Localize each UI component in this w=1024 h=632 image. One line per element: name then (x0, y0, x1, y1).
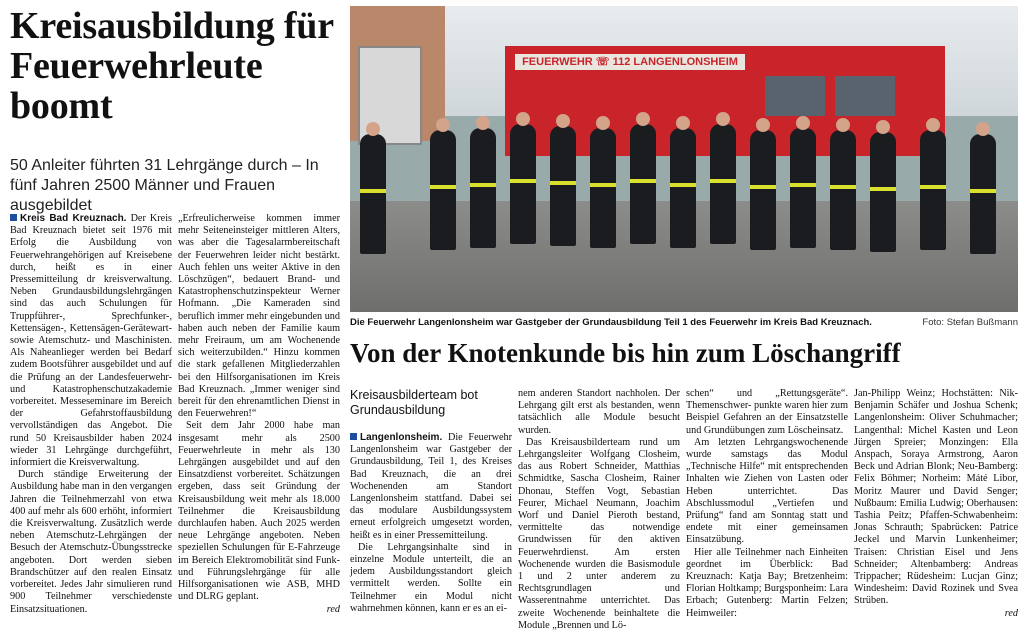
article1-column-1 (10, 213, 172, 618)
article1-paragraph: „Erfreulicherweise kommen immer mehr Seiteneinsteiger mittleren Alters, was aber die Tagesalarmbereitschaft der Feuerwehren leider nicht bestärkt. Auch fehlen uns weiter Aktive in den Löschzügen“, bedauert Brand- und Katastrophenschutzinspekteur Werner Hofmann. „Die Kameraden sind beruflich immer mehr eingebunden und haben auch neben der Familie kaum mehr Freiraum, um am Wochenende sich weiterzubilden.“ Hinzu kommen die stark gefallenen Mitgliederzahlen bei den Hilfsorganisationen im Kreis Bad Kreuznach. „Immer weniger sind bereit für den ehrenamtlichen Dienst in den Feuerwehren!“ (178, 213, 340, 420)
article2-paragraph: Hier alle Teilnehmer nach Einheiten geordnet im Überblick: Bad Kreuznach: Katja Bay; Bretzenheim: Florian Holtkamp; Burgsponheim: Lara Erbach; Gutenberg: Martin Felzen; Heimweiler: (686, 546, 848, 619)
article2-paragraph: schen“ und „Rettungsgeräte“. Themenschwer- punkte waren hier zum Beispiel Gefahren an der Einsatzstelle und Grundübungen zum Löscheinsatz. (686, 388, 848, 436)
article2-paragraph: Die Feuerwehr Langenlonsheim war Gastgeber der Grundausbildung, Teil 1, des Kreises Bad Kreuznach, die an drei Wochenenden am Standort Langenlonsheim stattfand. Dabei sei das modulare Ausbildungssystem erneut erfolgreich umgesetzt worden, heißt es in einer Pressemitteilung. (350, 432, 512, 541)
article2-signature: red (1004, 607, 1018, 619)
article1-signature: red (326, 603, 340, 615)
article2-paragraph: Das Kreisausbilderteam rund um Lehrgangsleiter Wolfgang Closheim, das aus Robert Schneider, Matthias Schmidtke, Sascha Closheim, Rainer Dhonau, Steffen Vogt, Sebastian Feurer, Michael Neumann, Joachim Worf und Daniel Pieroth bestand, vermittelte das notwendige Grundwissen für den aktiven Feuerwehrdienst. Am ersten Wochenende wurden die Basismodule 1 und 2 unter anderem zu Rechtsgrundlagen und Wasserentnahme unterrichtet. Das zweite Wochenende beinhaltete die Module „Brennen und Lö- (518, 436, 680, 631)
article2-column-1 (350, 432, 512, 618)
article1-paragraph: Durch ständige Erweiterung der Ausbildung habe man in den vergangen Jahren die Teilnehmerzahl von etwa 400 auf mehr als 600 erhöht, informiert die Kreisverwaltung. Zusätzlich werde neben Atemschutz-Lehrgängen der Besuch der Atemschutz-Übungsstrecke angeboten. Dort werden sieben Brandschützer auf den realen Einsatz vorbereitet. Jedes Jahr simulieren rund 900 Teilnehmer verschiedenste Einsatzsituationen. (10, 469, 172, 615)
article2-headline: Von der Knotenkunde bis hin zum Löschangriff (350, 338, 901, 368)
article2-paragraph: Am letzten Lehrgangswochenende wurde samstags das Modul „Technische Hilfe“ mit entsprechenden Inhalten wie Ziehen von Lasten oder Heben unterrichtet. Das Abschlussmodul „Vertiefen und Prüfung“ fand am Sonntag statt und endete mit einer gemeinsamen Einsatzübung. (686, 436, 848, 546)
truck-label: FEUERWEHR ☏ 112 LANGENLONSHEIM (515, 54, 745, 70)
photo-credit: Foto: Stefan Bußmann (922, 317, 1018, 328)
article2-paragraph: Jan-Philipp Weinz; Hochstätten: Nik-Benjamin Schäfer und Joshua Schenk; Langenlonsheim: Oliver Schuhmacher; Langenthal: Michel Kasten und Leon Jürgen Spreier; Monzingen: Ella Anspach, Soraya Armstrong, Aaron Beck und Adrian Blonk; Neu-Bamberg: Felix Böhmer; Norheim: Máté Libor, Moritz Maurer und David Senger; Nußbaum: Emilia Ludwig; Oberhausen: Tashia Peitz; Pfaffen-Schwabenheim: Jonas Schrauth; Spabrücken: Patrice Jeckel und Marvin Lunkenheimer; Traisen: Christian Eisel und Jens Schneider; Altenbamberg: Andreas Trippacher; Rüdesheim: Lucjan Ginz; Windesheim: David Rozinek und Svea Strüben. (854, 388, 1018, 607)
photo-fire-station-building (350, 6, 445, 141)
article1-paragraph: Der Kreis Bad Kreuznach bietet seit 1976 mit Erfolg die Ausbildung von Feuerwehrangehörigen auf Kreisebene durch, heißt es in einer Pressemitteilung dr kreisverwaltung. Neben Grundausbildungslehrgängen sind das auch Schulungen für Truppführer-, Sprechfunker-, Kettensägen-, Kettensägen-Gerätewart- sowie Atemschutz- und Maschinisten. Als Naheanlieger werden bei Bedarf zudem Bootsführer ausgebildet und auf die Prüfung an der Landesfeuerwehr- und Katastrophenschutzakademie vorbereitet. Messeseminare im Bereich der Gefahrstoffausbildung vervollständigen das Angebot. Die rund 50 Kreisausbilder haben 2024 wieder 31 Lehrgänge durchgeführt, informiert die Kreisverwaltung. (10, 213, 172, 469)
article2-subhead: Kreisausbilderteam bot Grundausbildung (350, 388, 478, 417)
article2-paragraph: Die Lehrgangsinhalte sind in einzelne Module unterteilt, die an jedem Ausbildungsstandort gleich vermittelt werden. Sollte ein Teilnehmer ein Modul nicht wahrnehmen können, kann er es an ei- (350, 541, 512, 614)
article2-column-4 (854, 388, 1018, 618)
fire-brigade-group-photo (350, 6, 1018, 312)
article2-column-2 (518, 388, 680, 631)
article1-paragraph: Seit dem Jahr 2000 habe man insgesamt mehr als 2500 Feuerwehrleute in mehr als 130 Lehrgängen ausgebildet und auf den Einsatzdienst vorbereitet. Schätzungen ergeben, dass seit Gründung der Kreisausbildung weit mehr als 18.000 Teilnehmer die Kreisausbildung durchlaufen haben. Auch 2025 werden neue Lehrgänge angeboten. Neben speziellen Schulungen für E-Fahrzeuge im Bereich Elektromobilität sind Funk- und Führungslehrgänge für alle Hilfsorganisationen wie ASB, MHD und DLRG geplant. (178, 420, 340, 603)
article1-headline: Kreisausbildung für Feuerwehrleute boomt (10, 5, 334, 127)
article1-dateline: Kreis Bad Kreuznach. (10, 213, 126, 224)
article2-column-3 (686, 388, 848, 618)
photo-group-of-firefighters (360, 124, 1010, 274)
photo-caption (350, 317, 1018, 328)
article2-dateline: Langenlonsheim. (350, 432, 442, 443)
caption-text: Die Feuerwehr Langenlonsheim war Gastgeber der Grundausbildung Teil 1 des Feuerwehr im Kreis Bad Kreuznach. (350, 317, 872, 328)
article1-subhead: 50 Anleiter führten 31 Lehrgänge durch – In fünf Jahren 2500 Männer und Frauen ausgebildet (10, 157, 319, 214)
article2-paragraph: nem anderen Standort nachholen. Der Lehrgang gilt erst als bestanden, wenn tatsächlich alle Module besucht wurden. (518, 388, 680, 436)
article1-column-2 (178, 213, 340, 618)
